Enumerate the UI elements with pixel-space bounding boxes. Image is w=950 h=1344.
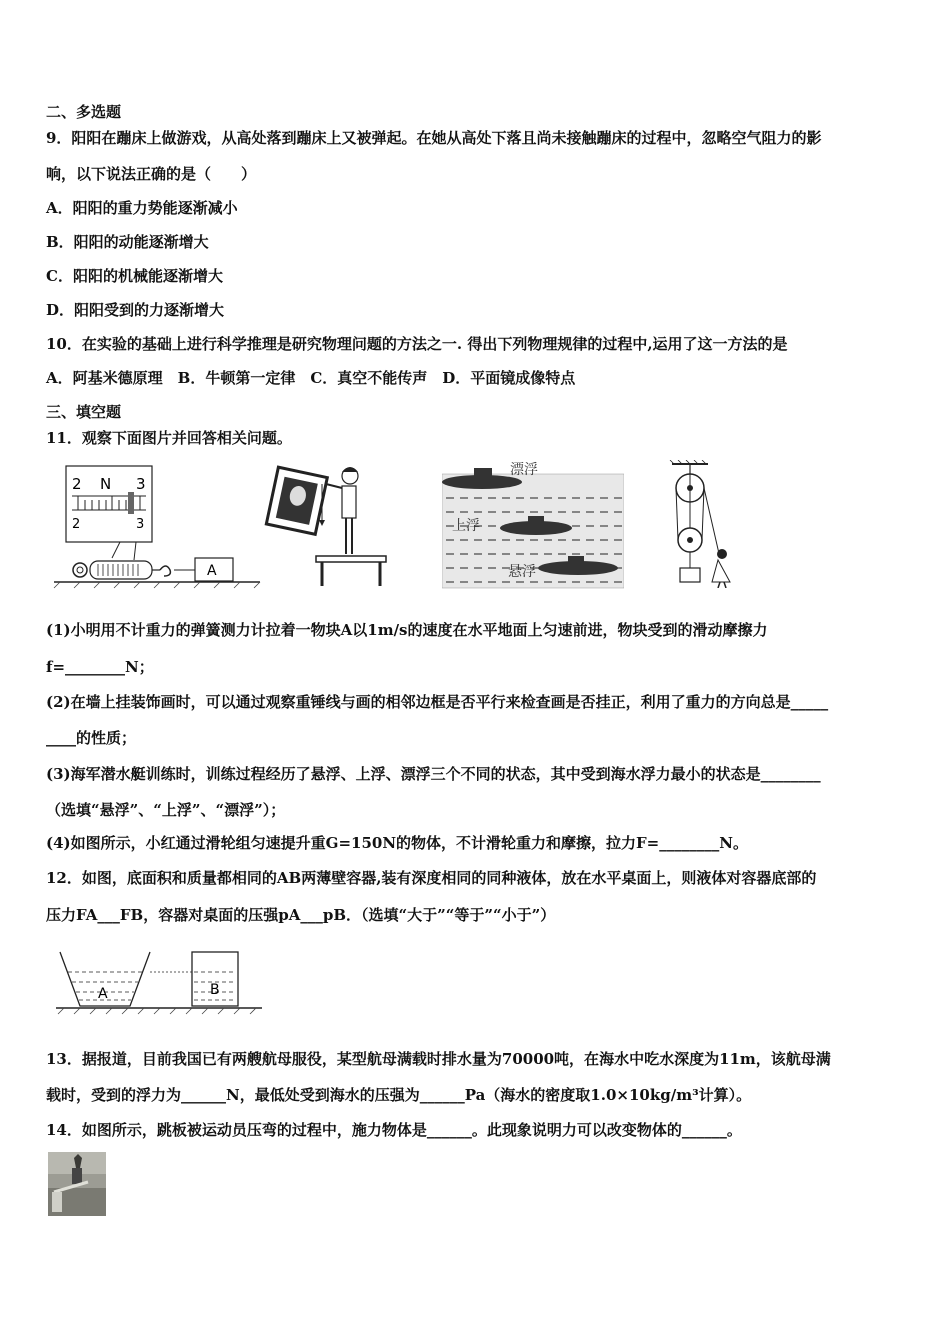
scale-tick-3: 3 [136, 475, 146, 493]
plumb-line-figure [262, 462, 392, 588]
float-label: 漂浮 [510, 462, 538, 478]
q11-part4: (4)如图所示，小红通过滑轮组匀速提升重G=150N的物体，不计滑轮重力和摩擦，拉力F=________N。 [46, 834, 748, 852]
scale-unit-n: N [100, 475, 112, 493]
spring-scale-figure [50, 462, 265, 590]
q11-part1-line1: (1)小明用不计重力的弹簧测力计拉着一物块A以1m/s的速度在水平地面上匀速前进，物块受到的滑动摩擦力 [46, 621, 768, 639]
q10-options[interactable]: A．阿基米德原理 B．牛顿第一定律 C．真空不能传声 D．平面镜成像特点 [46, 369, 576, 387]
submarine-figure [442, 460, 624, 590]
containers-figure [52, 948, 266, 1018]
section-title-fill-blank: 三、填空题 [46, 403, 122, 421]
q11-part1-line2: f=________N； [46, 658, 154, 676]
q9-option-a[interactable]: A．阳阳的重力势能逐渐减小 [46, 199, 238, 217]
q9-option-d[interactable]: D．阳阳受到的力逐渐增大 [46, 301, 225, 319]
container-b-label: B [210, 982, 220, 998]
q9-option-c[interactable]: C．阳阳的机械能逐渐增大 [46, 267, 223, 285]
block-a-label: A [207, 563, 217, 579]
q14-stem: 14．如图所示，跳板被运动员压弯的过程中，施力物体是______。此现象说明力可以改变物体的______。 [46, 1121, 742, 1139]
rise-label: 上浮 [452, 518, 480, 534]
q13-stem-line2: 载时，受到的浮力为______N，最低处受到海水的压强为______Pa（海水的密度取1.0×10kg/m³计算）。 [46, 1086, 752, 1104]
q9-stem-line1: 9．阳阳在蹦床上做游戏，从高处落到蹦床上又被弹起。在她从高处下落且尚未接触蹦床的过程中，忽略空气阻力的影 [46, 129, 822, 147]
container-a-label: A [98, 986, 108, 1002]
section-title-multiple-choice: 二、多选题 [46, 103, 122, 121]
q13-stem-line1: 13．据报道，目前我国已有两艘航母服役，某型航母满载时排水量为70000吨，在海水中吃水深度为11m，该航母满 [46, 1050, 831, 1068]
q11-part2-line1: (2)在墙上挂装饰画时，可以通过观察重锤线与画的相邻边框是否平行来检查画是否挂正，利用了重力的方向总是_____ [46, 693, 829, 711]
q12-stem-line1: 12．如图，底面积和质量都相同的AB两薄壁容器,装有深度相同的同种液体，放在水平桌面上，则液体对容器底部的 [46, 869, 817, 887]
q10-stem: 10．在实验的基础上进行科学推理是研究物理问题的方法之一. 得出下列物理规律的过程中,运用了这一方法的是 [46, 335, 788, 353]
pulley-figure [668, 460, 738, 588]
q11-part3-line2: （选填“悬浮”、“上浮”、“漂浮”）； [46, 801, 286, 819]
q9-stem-line2: 响，以下说法正确的是（ ） [46, 165, 257, 183]
scale-tick-3-lower: 3 [136, 517, 145, 532]
q12-stem-line2: 压力FA___FB，容器对桌面的压强pA___pB．（选填“大于”“等于”“小于”） [46, 906, 556, 924]
q11-part3-line1: (3)海军潜水艇训练时，训练过程经历了悬浮、上浮、漂浮三个不同的状态，其中受到海水浮力最小的状态是________ [46, 765, 821, 783]
scale-tick-2-lower: 2 [72, 517, 81, 532]
scale-tick-2: 2 [72, 475, 82, 493]
suspend-label: 悬浮 [508, 564, 536, 580]
diving-board-photo [48, 1152, 106, 1216]
q11-stem: 11．观察下面图片并回答相关问题。 [46, 429, 292, 447]
q11-part2-line2: ____的性质； [46, 729, 137, 747]
q9-option-b[interactable]: B．阳阳的动能逐渐增大 [46, 233, 209, 251]
